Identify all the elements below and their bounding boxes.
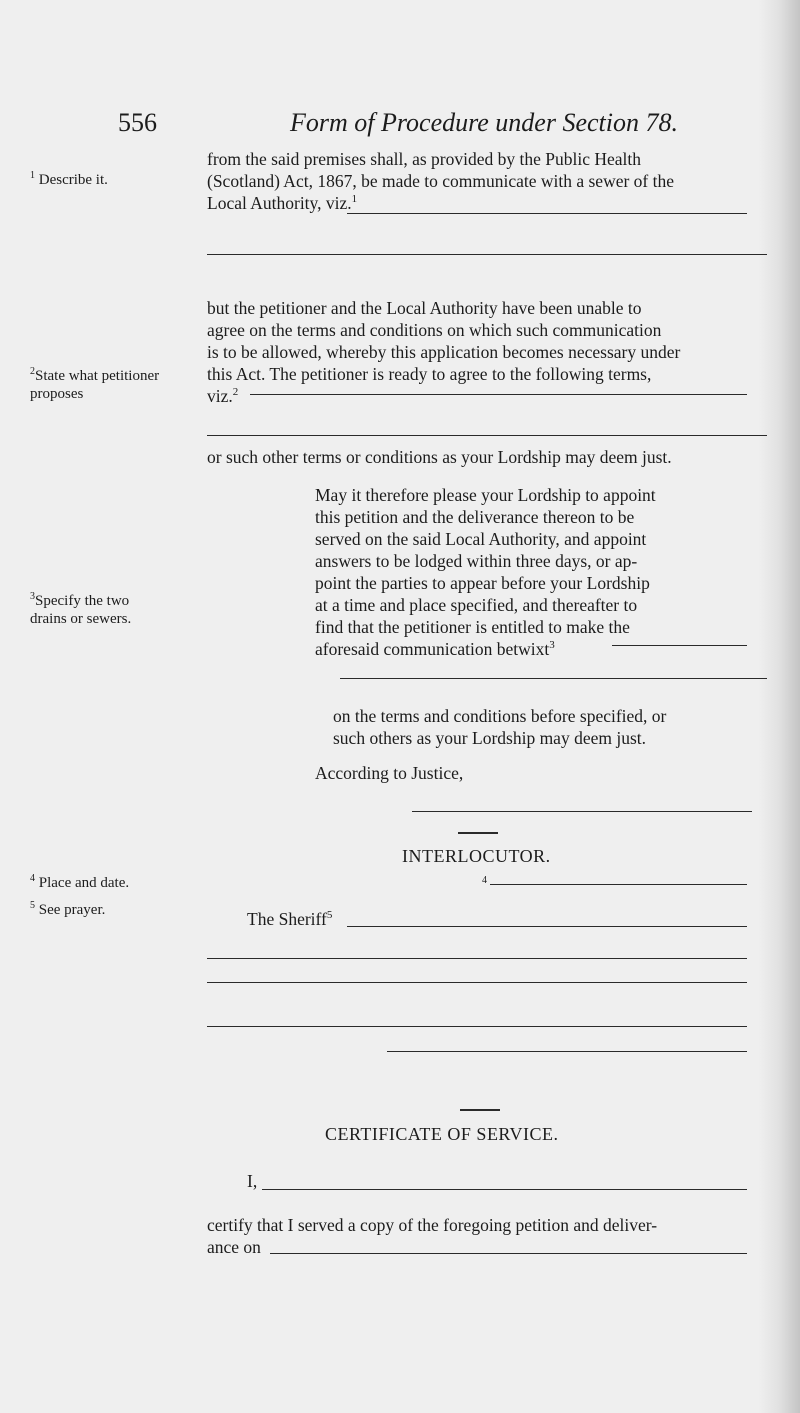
fill-line xyxy=(207,254,767,255)
text-line xyxy=(207,192,767,214)
running-title: Form of Procedure under Section 78. xyxy=(290,108,678,137)
footnote-ref: 3 xyxy=(549,639,555,652)
text-line: this Act. The petitioner is ready to agree to the following terms, xyxy=(207,364,652,384)
footnote-ref: 1 xyxy=(351,193,358,206)
fill-line xyxy=(270,1253,747,1254)
note-text: drains or sewers. xyxy=(30,611,132,627)
text-span: viz. xyxy=(207,386,233,406)
short-rule xyxy=(458,832,498,834)
text-line: point the parties to appear before your Lordship xyxy=(315,573,650,593)
text-span: Local Authority, viz. xyxy=(207,193,352,213)
sheriff-label xyxy=(247,908,332,930)
fill-line xyxy=(347,926,747,927)
fill-line xyxy=(250,394,747,395)
note-marker: 4 xyxy=(30,873,35,884)
fill-line xyxy=(347,213,747,214)
text-line: ance on xyxy=(207,1237,261,1257)
text-line: served on the said Local Authority, and appoint xyxy=(315,529,647,549)
text-line: agree on the terms and conditions on which such communication xyxy=(207,320,662,340)
text-line: (Scotland) Act, 1867, be made to communicate with a sewer of the xyxy=(207,171,675,191)
text-line xyxy=(315,638,767,660)
fill-line xyxy=(207,1026,747,1027)
interlocutor-heading: INTERLOCUTOR. xyxy=(402,846,551,866)
closing-formula: According to Justice, xyxy=(315,763,464,783)
note-text: Place and date. xyxy=(38,875,130,891)
fill-line xyxy=(612,645,747,646)
note-marker: 1 xyxy=(30,170,35,181)
text-line: find that the petitioner is entitled to make the xyxy=(315,617,630,637)
petition-paragraph-5 xyxy=(333,705,767,749)
fill-line xyxy=(340,678,767,679)
text-line: certify that I served a copy of the foregoing petition and deliver- xyxy=(207,1215,658,1235)
note-text: proposes xyxy=(30,386,84,402)
text-line: is to be allowed, whereby this application becomes necessary under xyxy=(207,342,681,362)
text-line: at a time and place specified, and thereafter to xyxy=(315,595,638,615)
text-span: The Sheriff xyxy=(247,909,327,929)
petition-paragraph-2 xyxy=(207,297,767,407)
note-text: Describe it. xyxy=(38,172,108,188)
text-line xyxy=(207,385,767,407)
text-line: on the terms and conditions before specified, or xyxy=(333,706,667,726)
margin-note-4 xyxy=(30,874,129,892)
note-text: See prayer. xyxy=(38,902,106,918)
note-text: Specify the two xyxy=(35,593,130,609)
text-line: such others as your Lordship may deem just. xyxy=(333,728,647,748)
text-line: from the said premises shall, as provided by the Public Health xyxy=(207,149,642,169)
place-date-ref xyxy=(482,876,487,894)
text-line: May it therefore please your Lordship to appoint xyxy=(315,485,656,505)
note-marker: 2 xyxy=(30,366,35,377)
text-line: answers to be lodged within three days, or ap- xyxy=(315,551,638,571)
petition-paragraph-1 xyxy=(207,148,767,214)
certificate-i-label: I, xyxy=(247,1171,258,1191)
note-marker: 5 xyxy=(30,900,35,911)
margin-note-2 xyxy=(30,367,159,403)
prayer-paragraph xyxy=(315,484,767,660)
fill-line xyxy=(207,435,767,436)
fill-line xyxy=(387,1051,747,1052)
margin-note-3 xyxy=(30,592,131,628)
certificate-heading: CERTIFICATE OF SERVICE. xyxy=(325,1124,559,1144)
text-span: aforesaid communication betwixt xyxy=(315,639,550,659)
page-number: 556 xyxy=(118,108,157,137)
footnote-ref: 2 xyxy=(232,386,239,399)
footnote-ref: 5 xyxy=(326,909,333,922)
fill-line xyxy=(262,1189,747,1190)
fill-line xyxy=(207,982,747,983)
footnote-ref: 4 xyxy=(482,875,487,886)
signature-line xyxy=(412,811,752,812)
margin-note-5 xyxy=(30,901,105,919)
text-line: but the petitioner and the Local Authority have been unable to xyxy=(207,298,642,318)
petition-paragraph-3: or such other terms or conditions as your Lordship may deem just. xyxy=(207,447,672,467)
text-line: this petition and the deliverance thereon to be xyxy=(315,507,635,527)
margin-note-1 xyxy=(30,171,108,189)
note-text: State what petitioner xyxy=(35,368,160,384)
note-marker: 3 xyxy=(30,591,35,602)
place-date-line xyxy=(490,884,747,885)
short-rule xyxy=(460,1109,500,1111)
fill-line xyxy=(207,958,747,959)
certificate-text xyxy=(207,1214,767,1258)
